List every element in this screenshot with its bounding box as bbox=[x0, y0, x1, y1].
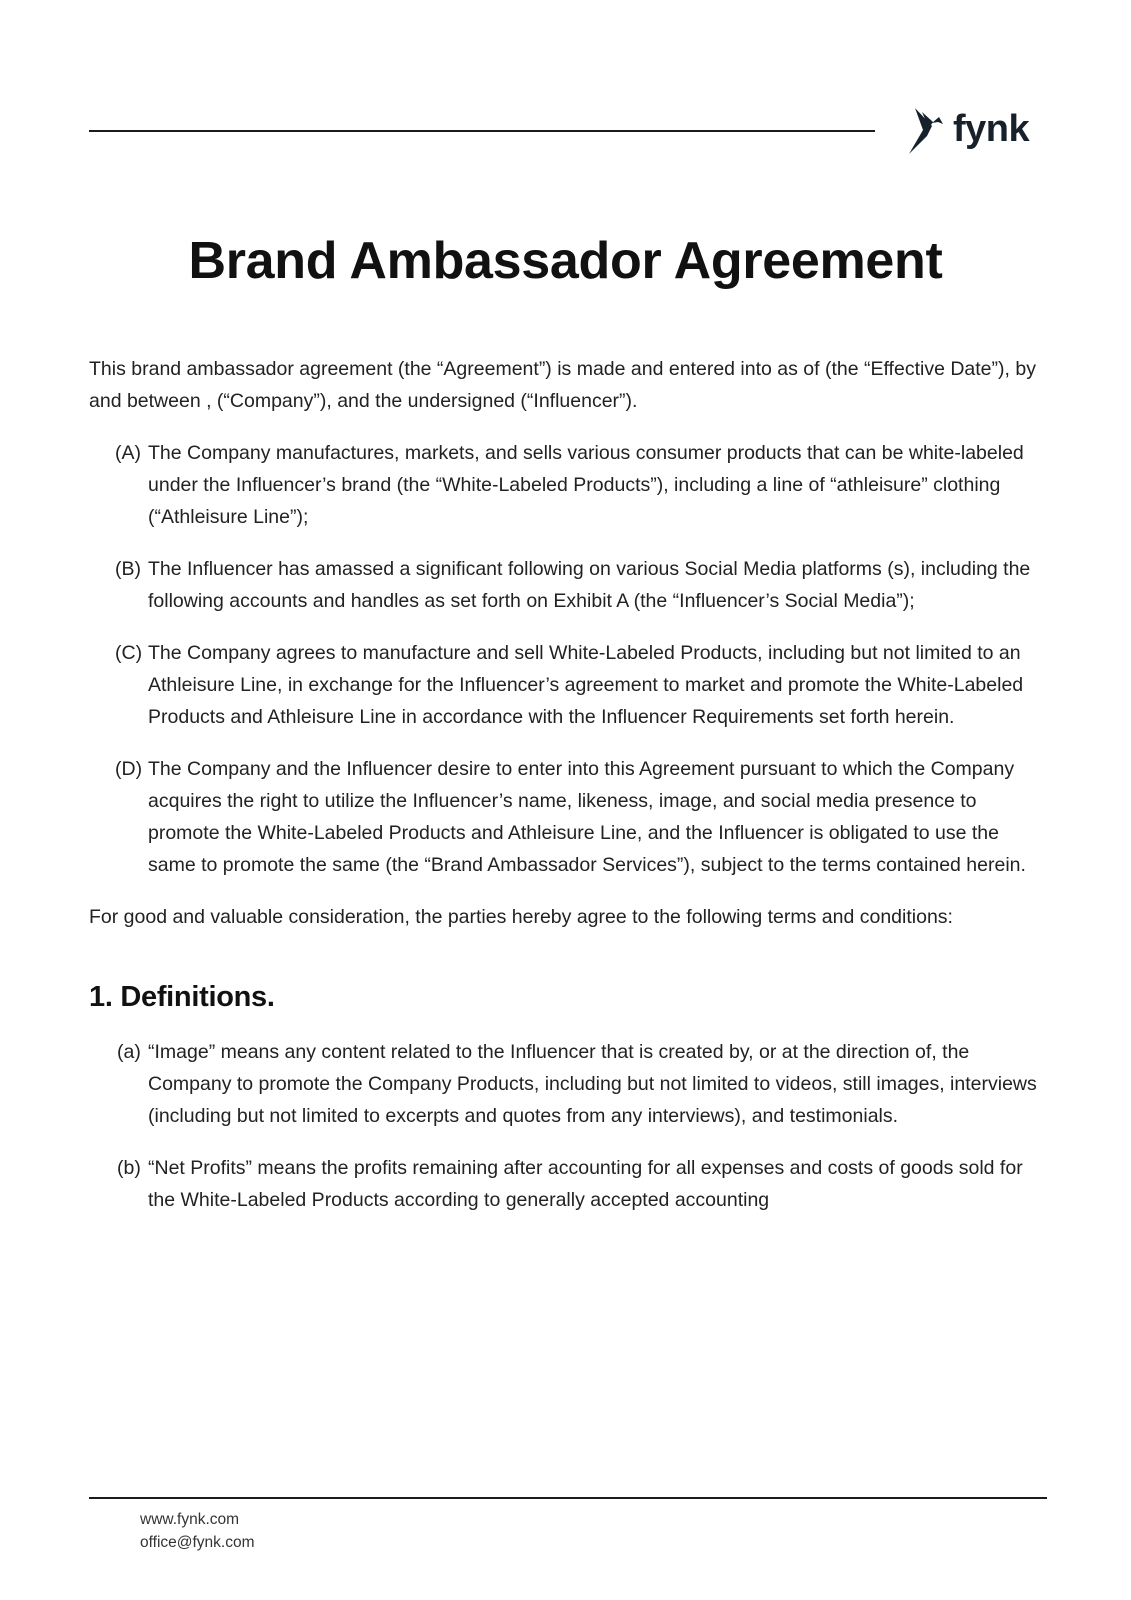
header-divider bbox=[89, 130, 875, 132]
recital-text: The Company agrees to manufacture and sell White-Labeled Products, including but not limited to an Athleisure Line, in exchange for the Influencer’s agreement to market and promote the White-Labeled Products and Athleisure Line in accordance with the Influencer Requirements set forth herein. bbox=[148, 642, 1024, 728]
footer-divider bbox=[89, 1497, 1047, 1499]
definition-item bbox=[117, 1036, 1039, 1132]
fynk-logo bbox=[905, 104, 1045, 160]
recital-marker: (B) bbox=[115, 558, 141, 580]
recital-item bbox=[115, 437, 1039, 533]
recital-marker: (A) bbox=[115, 442, 141, 464]
consideration-paragraph: For good and valuable consideration, the parties hereby agree to the following terms and conditions: bbox=[89, 906, 953, 928]
recital-item bbox=[115, 753, 1039, 881]
logo-wordmark: fynk bbox=[953, 108, 1030, 150]
bird-logo-icon bbox=[905, 106, 951, 156]
recital-text: The Influencer has amassed a significant following on various Social Media platforms (s), including the following accounts and handles as set forth on Exhibit A (the “Influencer’s Social Media”); bbox=[148, 558, 1031, 612]
intro-paragraph: This brand ambassador agreement (the “Agreement”) is made and entered into as of (the “Effective Date”), by and between , (“Company”), and the undersigned (“Influencer”). bbox=[89, 358, 1036, 412]
document-title: Brand Ambassador Agreement bbox=[188, 232, 943, 290]
definition-item bbox=[117, 1152, 1039, 1216]
definition-text: “Net Profits” means the profits remaining after accounting for all expenses and costs of goods sold for the White-Labeled Products according to generally accepted accounting bbox=[148, 1157, 1023, 1211]
document-body bbox=[89, 353, 1039, 1236]
recital-item bbox=[115, 637, 1039, 733]
recital-marker: (D) bbox=[115, 758, 143, 780]
section-heading-definitions: 1. Definitions. bbox=[89, 981, 275, 1013]
definition-text: “Image” means any content related to the Influencer that is created by, or at the direction of, the Company to promote the Company Products, including but not limited to videos, still images, interviews (including but not limited to excerpts and quotes from any interviews), and testimonials. bbox=[148, 1041, 1037, 1127]
recital-text: The Company and the Influencer desire to enter into this Agreement pursuant to which the Company acquires the right to utilize the Influencer’s name, likeness, image, and social media presence to promote the White-Labeled Products and Athleisure Line, and the Influencer is obligated to use the same to promote the same (the “Brand Ambassador Services”), subject to the terms contained herein. bbox=[148, 758, 1026, 876]
definition-marker: (b) bbox=[117, 1157, 141, 1179]
recital-item bbox=[115, 553, 1039, 617]
recital-text: The Company manufactures, markets, and sells various consumer products that can be white-labeled under the Influencer’s brand (the “White-Labeled Products”), including a line of “athleisure” clothing (“Athleisure Line”); bbox=[148, 442, 1024, 528]
recital-marker: (C) bbox=[115, 642, 143, 664]
footer bbox=[140, 1508, 255, 1554]
footer-email-link[interactable]: office@fynk.com bbox=[140, 1534, 255, 1551]
definition-marker: (a) bbox=[117, 1041, 141, 1063]
footer-website-link[interactable]: www.fynk.com bbox=[140, 1511, 240, 1528]
